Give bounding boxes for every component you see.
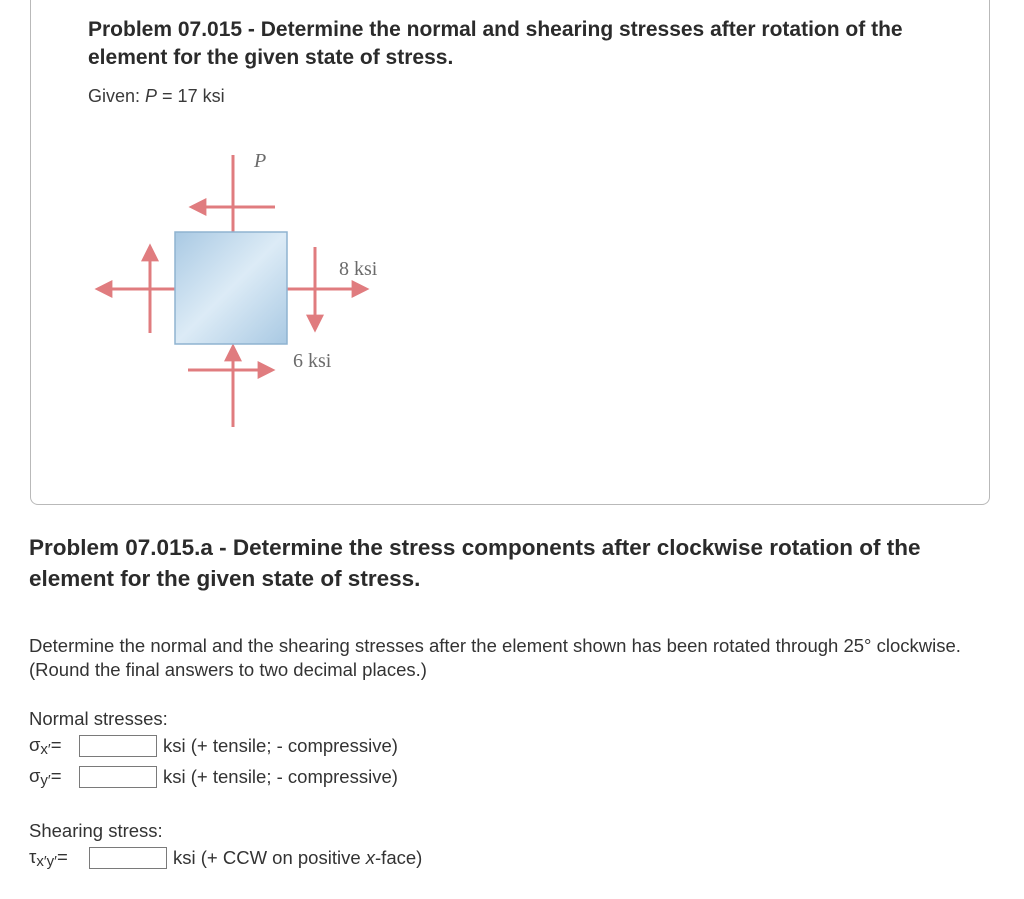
sigma-y-row <box>29 765 398 789</box>
label-8ksi: 8 ksi <box>339 258 378 280</box>
shearing-stress-heading: Shearing stress: <box>29 820 163 841</box>
sigma-y-label: $\sigma_{y'}=$ <box>29 765 62 789</box>
sigma-y-unit: ksi (+ tensile; - compressive) <box>163 766 398 787</box>
normal-stresses-heading: Normal stresses: <box>29 708 168 729</box>
sigma-x-unit: ksi (+ tensile; - compressive) <box>163 735 398 756</box>
tau-label: $\tau_{x'y'}=$ <box>29 846 68 870</box>
sigma-x-input[interactable] <box>79 735 157 757</box>
stress-element-figure <box>80 135 410 445</box>
stress-element-square <box>175 232 287 344</box>
label-6ksi: 6 ksi <box>293 350 332 372</box>
given-value: = 17 ksi <box>157 86 225 106</box>
tau-input[interactable] <box>89 847 167 869</box>
given-line <box>88 86 225 107</box>
sigma-x-row <box>29 734 398 758</box>
given-variable: P <box>145 86 158 106</box>
given-prefix: Given: <box>88 86 146 106</box>
section-title: Problem 07.015.a - Determine the stress components after clockwise rotation of the element for the given state of stress. <box>29 535 921 591</box>
stress-element-diagram <box>80 135 410 445</box>
tau-unit: ksi (+ CCW on positive x-face) <box>173 847 423 868</box>
sigma-y-input[interactable] <box>79 766 157 788</box>
problem-description: Determine the normal and the shearing stresses after the element shown has been rotated through 25° clockwise. (Round the final answers to two decimal places.) <box>29 635 961 680</box>
tau-row <box>29 846 422 870</box>
problem-title: Problem 07.015 - Determine the normal and shearing stresses after rotation of the element for the given state of stress. <box>88 18 903 69</box>
sigma-x-label: $\sigma_{x'}=$ <box>29 734 62 758</box>
label-p: P <box>254 150 267 172</box>
